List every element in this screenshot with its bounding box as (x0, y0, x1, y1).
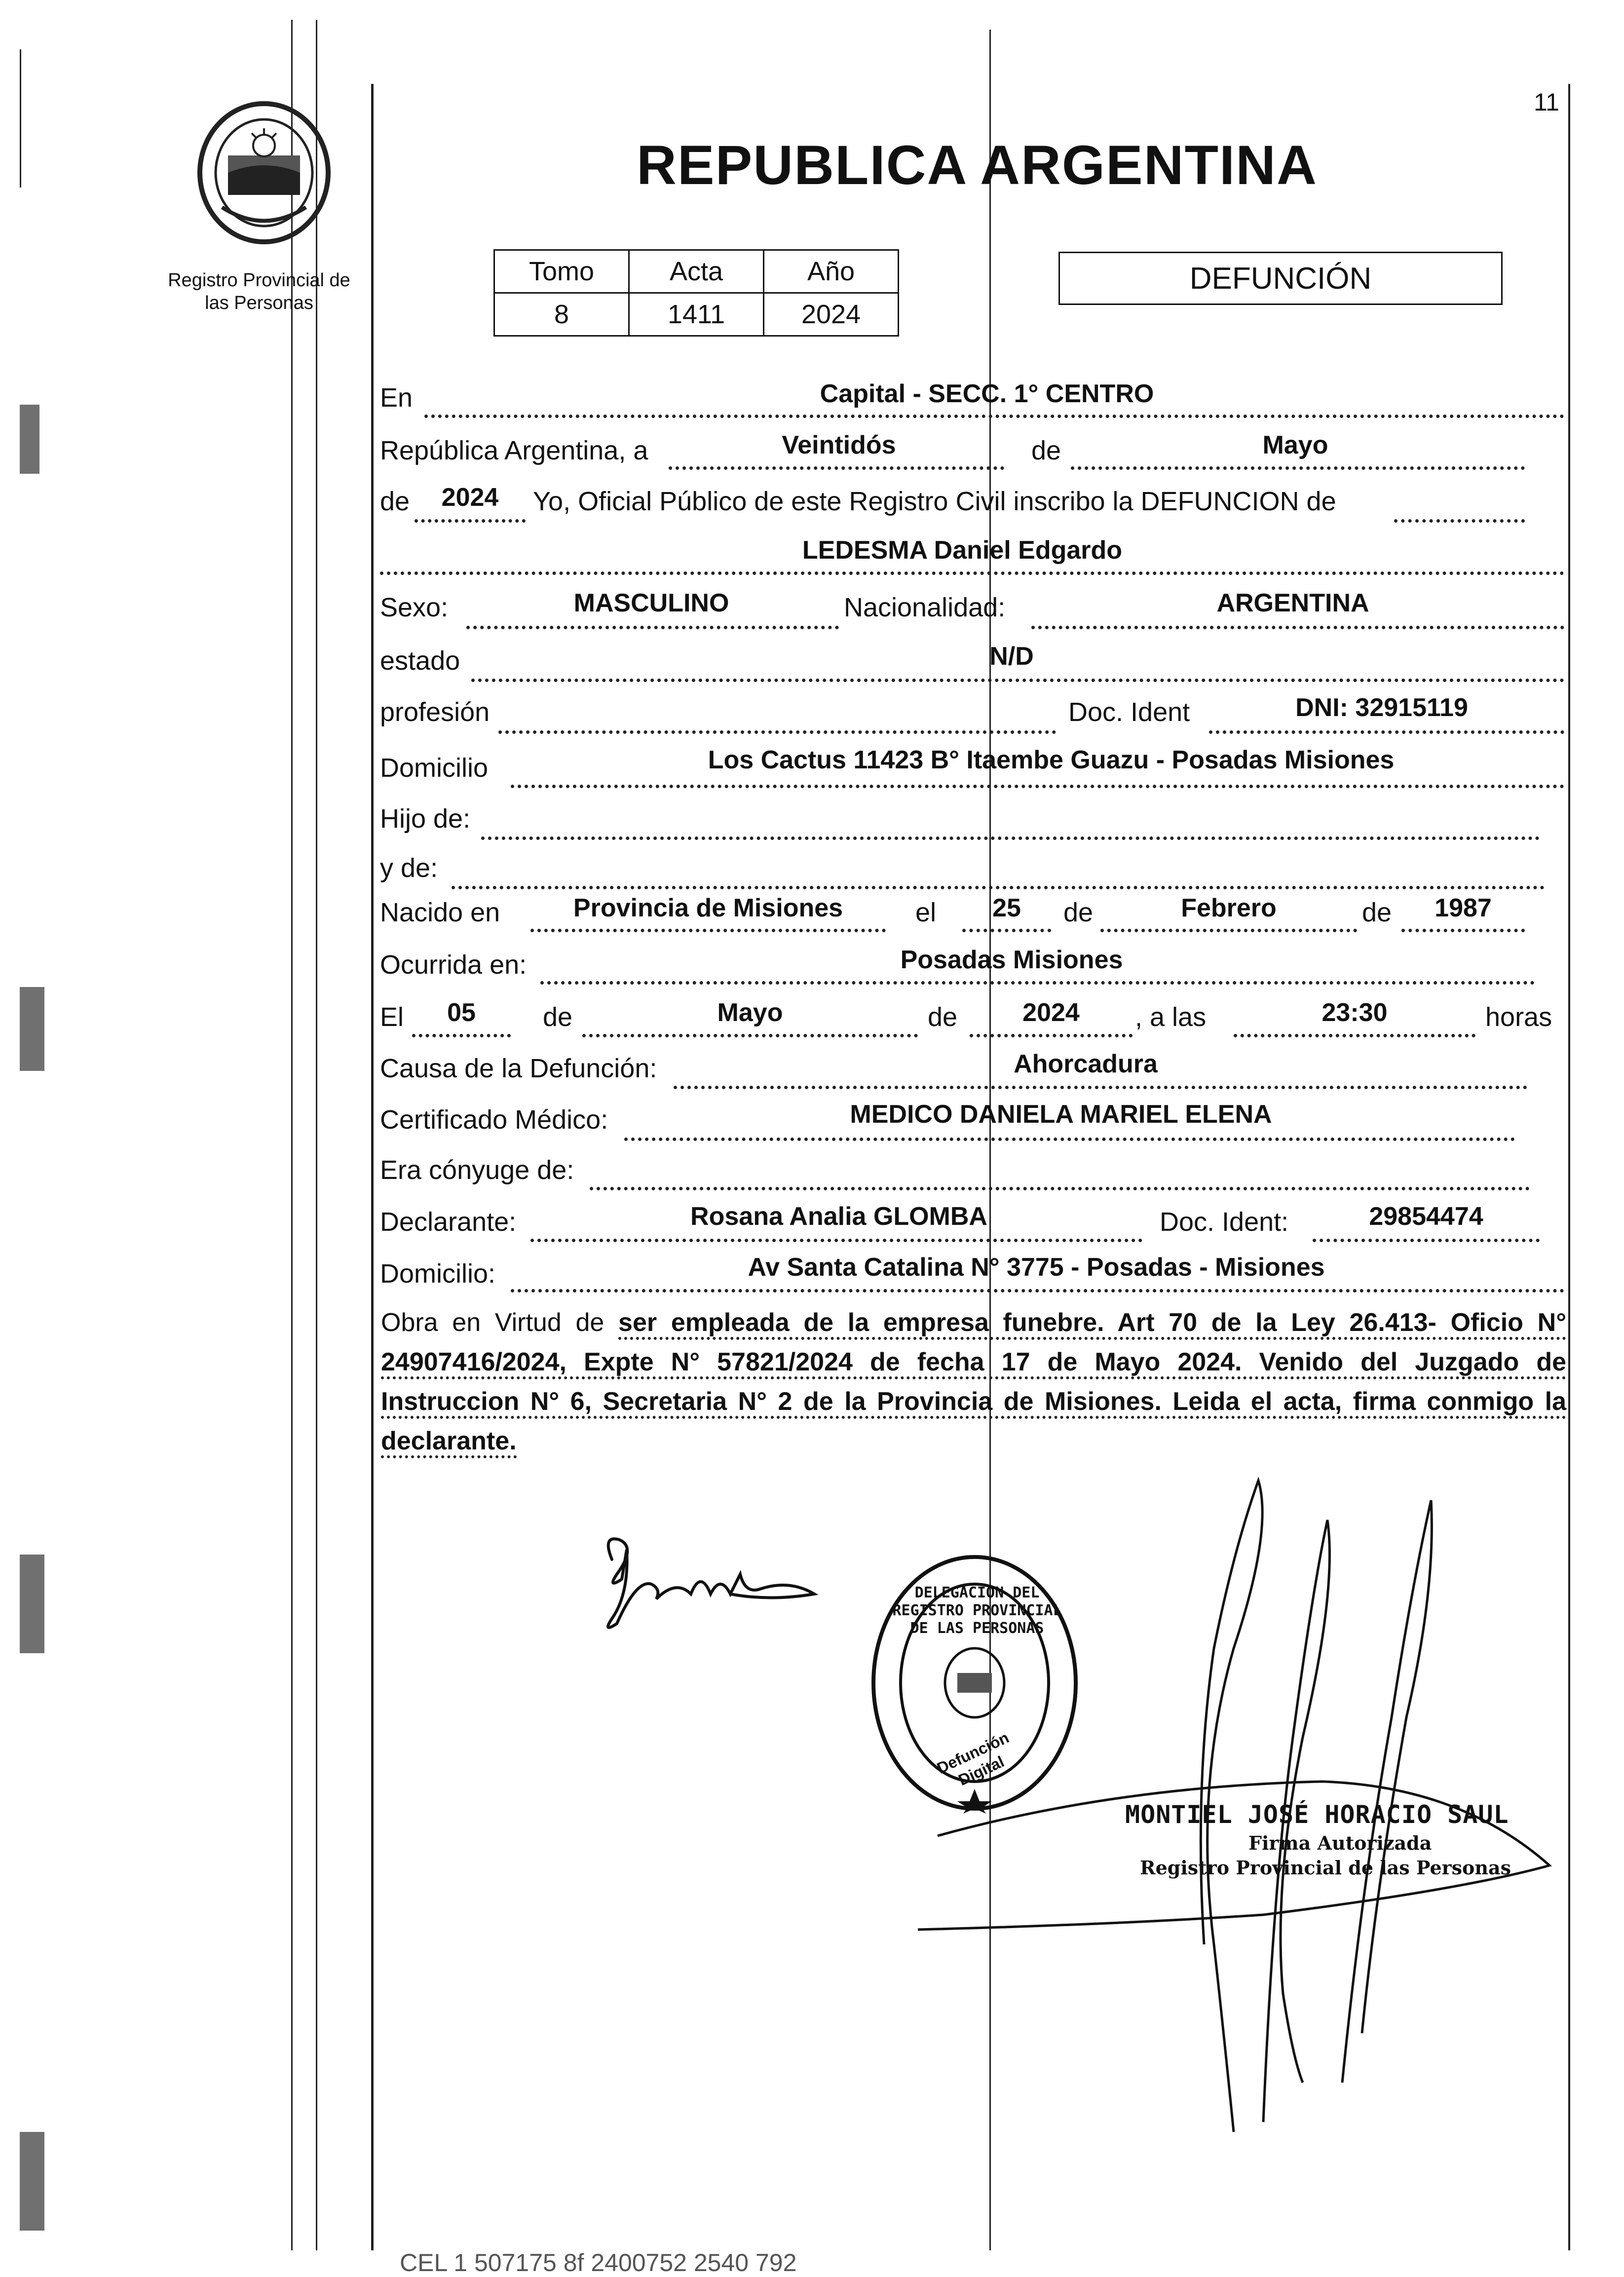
conyuge-label: Era cónyuge de: (380, 1155, 574, 1185)
estado-label: estado (380, 646, 460, 676)
ocurrida-value: Posadas Misiones (900, 946, 1123, 974)
sexo-value: MASCULINO (573, 589, 729, 617)
official-text: Yo, Oficial Público de este Registro Civil inscribo la DEFUNCION de (533, 487, 1336, 516)
de-label-3: de (1063, 898, 1094, 927)
ocurrida-label: Ocurrida en: (380, 950, 527, 980)
year-value: 2024 (441, 483, 499, 512)
obra-value: ser empleada de la empresa funebre. Art 70 de la Ley 26.413- Oficio N° 24907416/2024, Expte N° 57821/2024 de fecha 17 de Mayo 2024. Venido del Juzgado de Instruccion N° 6, Secretaria N° 2 de la Provincia de Misiones. Leida el acta, firma conmigo la declarante. (381, 1308, 1566, 1458)
record-type: DEFUNCIÓN (1189, 262, 1372, 296)
domicilio2-label: Domicilio: (380, 1259, 496, 1289)
profesion-label: profesión (380, 697, 490, 727)
birth-year: 1987 (1435, 894, 1492, 922)
registry-name: Registro Provincial de las Personas (168, 270, 350, 313)
official-signature-strokes (918, 1441, 1579, 2142)
alas-label: , a las (1135, 1002, 1207, 1032)
nacido-value: Provincia de Misiones (573, 894, 843, 922)
footer-code: CEL 1 507175 8f 2400752 2540 792 (400, 2249, 797, 2277)
month-value: Mayo (1262, 431, 1328, 459)
birth-month: Febrero (1181, 894, 1277, 922)
table-value-tomo: 8 (494, 293, 629, 336)
death-time: 23:30 (1322, 998, 1388, 1027)
obra-label: Obra en Virtud de (381, 1308, 604, 1337)
record-table (493, 249, 899, 337)
causa-value: Ahorcadura (1014, 1050, 1158, 1078)
province-seal-logo (192, 99, 336, 247)
death-month: Mayo (717, 998, 783, 1027)
doc-ident2-label: Doc. Ident: (1160, 1207, 1289, 1237)
official-name: MONTIEL JOSÉ HORACIO SAUL (1125, 1800, 1509, 1829)
doc-ident-value: DNI: 32915119 (1295, 693, 1468, 722)
nacionalidad-label: Nacionalidad: (844, 593, 1006, 622)
en-label: En (380, 383, 413, 413)
hijo-label: Hijo de: (380, 804, 471, 834)
de-label-6: de (928, 1002, 958, 1032)
nacionalidad-value: ARGENTINA (1216, 589, 1369, 617)
domicilio-label: Domicilio (380, 753, 489, 783)
declarante-value: Rosana Analia GLOMBA (690, 1202, 987, 1231)
doc-ident-label: Doc. Ident (1068, 697, 1190, 727)
horas-label: horas (1485, 1002, 1552, 1032)
doc-ident2-value: 29854474 (1369, 1202, 1483, 1231)
el2-label: El (380, 1002, 404, 1032)
republica-label: República Argentina, a (380, 436, 648, 465)
table-header-acta: Acta (629, 250, 764, 293)
record-type-box (1058, 252, 1503, 305)
en-value: Capital - SECC. 1° CENTRO (820, 380, 1154, 408)
death-year: 2024 (1022, 998, 1080, 1027)
sexo-label: Sexo: (380, 593, 449, 622)
declarant-signature (582, 1520, 829, 1638)
domicilio-value: Los Cactus 11423 B° Itaembe Guazu - Posadas Misiones (708, 746, 1395, 774)
de-label-2: de (380, 487, 410, 516)
stamp-ring-text: DELEGACION DEL REGISTRO PROVINCIAL DE LAS PERSONAS (892, 1584, 1062, 1637)
certificado-label: Certificado Médico: (380, 1105, 608, 1135)
table-value-acta: 1411 (629, 293, 764, 336)
stamp-inner-text: Defunción Digital (934, 1728, 1012, 1789)
domicilio2-value: Av Santa Catalina N° 3775 - Posadas - Misiones (748, 1253, 1325, 1282)
nacido-label: Nacido en (380, 898, 500, 927)
certificado-value: MEDICO DANIELA MARIEL ELENA (850, 1100, 1272, 1129)
deceased-name: LEDESMA Daniel Edgardo (802, 536, 1123, 565)
declarante-label: Declarante: (380, 1207, 517, 1237)
birth-day: 25 (992, 894, 1021, 922)
de-label-5: de (543, 1002, 573, 1032)
death-day: 05 (447, 998, 476, 1027)
estado-value: N/D (989, 642, 1034, 671)
table-header-tomo: Tomo (494, 250, 629, 293)
official-office: Registro Provincial de las Personas (1140, 1857, 1511, 1879)
de-label-1: de (1031, 436, 1061, 465)
page-number: 11 (1534, 88, 1559, 116)
el-label: el (915, 898, 937, 927)
obra-paragraph (381, 1303, 1566, 1461)
table-header-anio: Año (764, 250, 899, 293)
table-value-anio: 2024 (764, 293, 899, 336)
causa-label: Causa de la Defunción: (380, 1054, 657, 1083)
official-title: Firma Autorizada (1248, 1832, 1432, 1854)
de-label-4: de (1362, 898, 1392, 927)
yde-label: y de: (380, 853, 438, 883)
day-value: Veintidós (782, 431, 896, 459)
country-title: REPUBLICA ARGENTINA (637, 134, 1318, 196)
